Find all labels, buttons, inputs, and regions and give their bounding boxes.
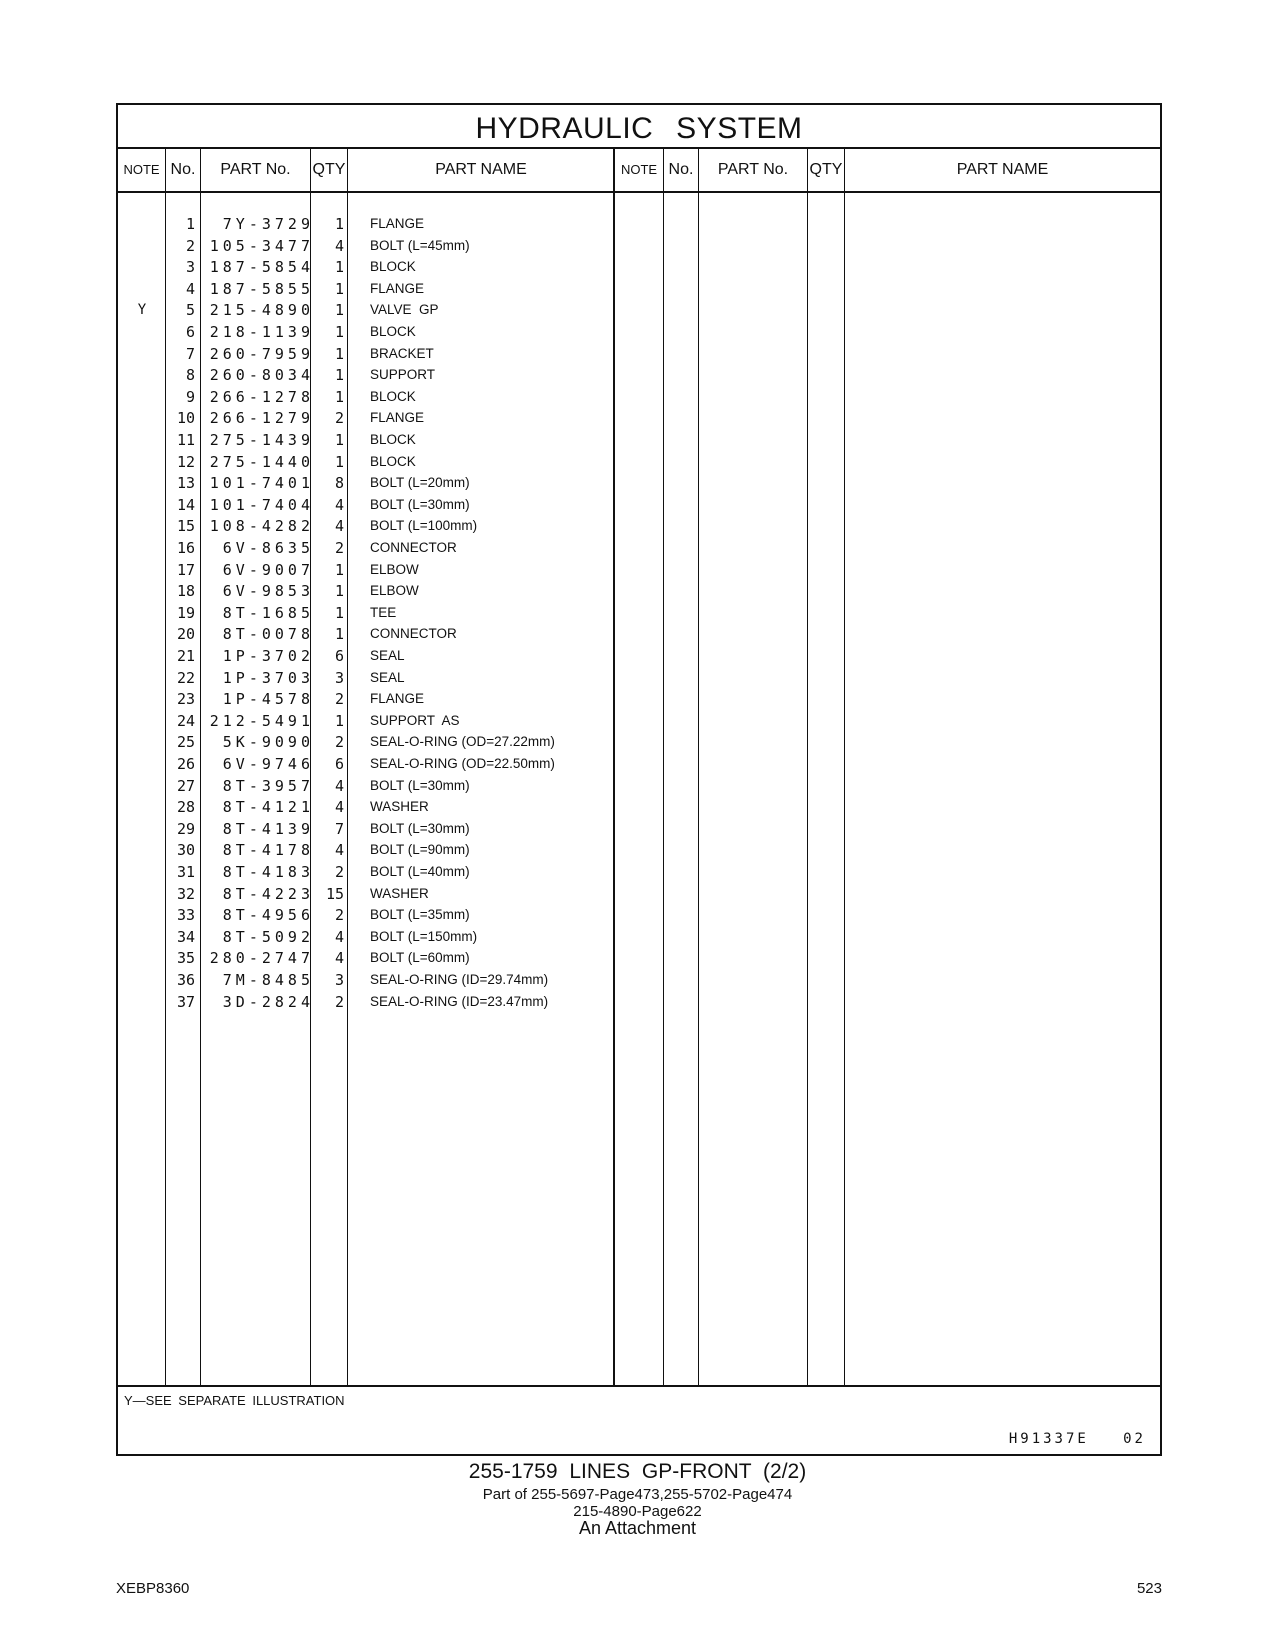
- part-number: 6V-9853: [222, 582, 314, 601]
- quantity: 1: [334, 366, 344, 385]
- part-name: BOLT (L=30mm): [370, 820, 470, 836]
- quantity: 4: [334, 949, 344, 968]
- table-row: [118, 710, 1160, 732]
- item-number: 7: [185, 344, 195, 363]
- parts-table-frame: [116, 103, 1162, 1456]
- document-id: XEBP8360: [116, 1580, 190, 1597]
- table-row: [118, 796, 1160, 818]
- item-number: 13: [176, 474, 195, 493]
- note-cell: [118, 775, 166, 797]
- part-name: BOLT (L=45mm): [370, 237, 470, 253]
- part-name: BOLT (L=35mm): [370, 907, 470, 923]
- table-row: [118, 364, 1160, 386]
- quantity: 2: [334, 539, 344, 557]
- part-name: BLOCK: [370, 259, 416, 275]
- quantity: 2: [334, 992, 344, 1011]
- part-name: BOLT (L=30mm): [370, 496, 470, 512]
- table-row: [118, 515, 1160, 537]
- part-name: SEAL-O-RING (OD=27.22mm): [370, 734, 555, 750]
- item-number: 10: [176, 409, 195, 428]
- table-row: [118, 818, 1160, 840]
- note-cell: [118, 861, 166, 883]
- part-number: 275-1440: [209, 452, 314, 471]
- part-name: ELBOW: [370, 583, 419, 599]
- item-number: 33: [176, 906, 195, 925]
- note-cell: [118, 472, 166, 494]
- item-number: 21: [176, 647, 195, 665]
- item-number: 14: [176, 495, 195, 514]
- quantity: 4: [334, 798, 344, 817]
- quantity: 6: [334, 755, 344, 773]
- part-number: 215-4890: [209, 301, 314, 320]
- table-row: [118, 278, 1160, 300]
- table-header-row: [118, 149, 1160, 193]
- note-cell: [118, 645, 166, 667]
- table-row: [118, 472, 1160, 494]
- note-cell: [118, 710, 166, 732]
- part-number: 218-1139: [209, 323, 314, 341]
- quantity: 3: [334, 971, 344, 989]
- part-name: VALVE GP: [370, 302, 439, 318]
- table-row: [118, 775, 1160, 797]
- quantity: 1: [334, 625, 344, 644]
- table-row: [118, 969, 1160, 991]
- quantity: 1: [334, 323, 344, 341]
- caption-line-3: An Attachment: [578, 1518, 697, 1538]
- note-cell: [118, 407, 166, 429]
- part-name: ELBOW: [370, 561, 419, 577]
- note-cell: [118, 731, 166, 753]
- quantity: 15: [325, 884, 344, 903]
- part-number: 8T-0078: [222, 625, 314, 644]
- table-row: [118, 386, 1160, 408]
- note-cell: [118, 947, 166, 969]
- quantity: 1: [334, 560, 344, 579]
- part-number: 7Y-3729: [222, 215, 314, 233]
- note-cell: [118, 602, 166, 624]
- note-cell: [118, 213, 166, 235]
- page-number: 523: [1136, 1580, 1162, 1597]
- header-part-name-right: PART NAME: [956, 161, 1049, 178]
- note-cell: [118, 278, 166, 300]
- table-row: [118, 861, 1160, 883]
- item-number: 26: [176, 755, 195, 773]
- quantity: 4: [334, 495, 344, 514]
- footnote: Y—SEE SEPARATE ILLUSTRATION: [124, 1393, 345, 1408]
- table-row: [118, 667, 1160, 689]
- note-cell: [118, 256, 166, 278]
- part-name: FLANGE: [370, 280, 425, 296]
- note-cell: [118, 451, 166, 473]
- part-number: 7M-8485: [222, 971, 314, 989]
- table-row: [118, 407, 1160, 429]
- quantity: 1: [334, 387, 344, 406]
- part-number: 260-8034: [209, 366, 314, 385]
- note-cell: [118, 991, 166, 1013]
- note-cell: [118, 667, 166, 689]
- part-name: BOLT (L=100mm): [370, 518, 478, 534]
- table-row: [118, 213, 1160, 235]
- part-number: 8T-5092: [222, 927, 314, 946]
- table-row: [118, 753, 1160, 775]
- table-row: [118, 321, 1160, 343]
- item-number: 24: [176, 711, 195, 730]
- quantity: 8: [334, 474, 344, 493]
- item-number: 11: [176, 431, 195, 449]
- section-title: HYDRAULIC SYSTEM: [118, 105, 1160, 149]
- item-number: 20: [176, 625, 195, 644]
- table-row: [118, 883, 1160, 905]
- part-number: 1P-3702: [222, 647, 314, 665]
- header-qty-right: QTY: [809, 161, 843, 178]
- table-row: [118, 451, 1160, 473]
- note-cell: [118, 580, 166, 602]
- quantity: 7: [334, 819, 344, 838]
- part-number: 8T-3957: [222, 776, 314, 795]
- quantity: 2: [334, 690, 344, 709]
- header-no-left: No.: [170, 161, 196, 178]
- table-row: [118, 926, 1160, 948]
- part-number: 187-5854: [209, 258, 314, 277]
- header-no-right: No.: [668, 161, 694, 178]
- table-row: [118, 623, 1160, 645]
- part-number: 212-5491: [209, 711, 314, 730]
- note-cell: [118, 818, 166, 840]
- part-name: SUPPORT: [370, 367, 436, 383]
- table-row: [118, 991, 1160, 1013]
- note-cell: [118, 623, 166, 645]
- part-name: FLANGE: [370, 410, 425, 426]
- item-number: 8: [185, 366, 195, 385]
- quantity: 2: [334, 409, 344, 428]
- caption-line-1: Part of 255-5697-Page473,255-5702-Page474: [482, 1486, 793, 1503]
- part-number: 3D-2824: [222, 992, 314, 1011]
- note-cell: [118, 321, 166, 343]
- quantity: 4: [334, 841, 344, 860]
- header-note-right: NOTE: [620, 162, 658, 177]
- part-name: WASHER: [370, 885, 429, 901]
- quantity: 1: [334, 452, 344, 471]
- note-cell: [118, 364, 166, 386]
- item-number: 34: [176, 927, 195, 946]
- item-number: 15: [176, 517, 195, 536]
- note-cell: Y: [137, 302, 147, 319]
- item-number: 19: [176, 603, 195, 622]
- note-cell: [118, 796, 166, 818]
- item-number: 16: [176, 539, 195, 557]
- note-cell: [118, 343, 166, 365]
- table-row: [118, 645, 1160, 667]
- part-number: 5K-9090: [222, 733, 314, 752]
- part-name: BOLT (L=40mm): [370, 864, 470, 879]
- part-name: BLOCK: [370, 388, 416, 404]
- item-number: 18: [176, 582, 195, 601]
- item-number: 31: [176, 863, 195, 881]
- table-row: [118, 602, 1160, 624]
- note-cell: [118, 839, 166, 861]
- part-name: WASHER: [370, 799, 429, 815]
- note-cell: [118, 883, 166, 905]
- quantity: 1: [334, 582, 344, 601]
- header-part-name-left: PART NAME: [435, 161, 527, 178]
- note-cell: [118, 537, 166, 559]
- note-cell: [118, 235, 166, 257]
- table-row: [118, 537, 1160, 559]
- part-name: FLANGE: [370, 216, 425, 231]
- note-cell: [118, 429, 166, 451]
- part-number: 266-1278: [209, 387, 314, 406]
- part-number: 101-7404: [209, 495, 314, 514]
- part-number: 8T-4223: [222, 884, 314, 903]
- item-number: 9: [185, 387, 195, 406]
- part-number: 260-7959: [209, 344, 314, 363]
- part-number: 8T-4139: [222, 819, 314, 838]
- item-number: 28: [176, 798, 195, 817]
- quantity: 1: [334, 344, 344, 363]
- table-row: [118, 429, 1160, 451]
- quantity: 2: [334, 906, 344, 925]
- part-name: TEE: [370, 604, 397, 620]
- quantity: 6: [334, 647, 344, 665]
- quantity: 4: [334, 236, 344, 255]
- quantity: 1: [334, 301, 344, 320]
- part-name: BLOCK: [370, 453, 416, 469]
- table-row: [118, 904, 1160, 926]
- quantity: 4: [334, 776, 344, 795]
- header-note-left: NOTE: [123, 162, 160, 177]
- table-row: [118, 559, 1160, 581]
- note-cell: [118, 926, 166, 948]
- table-row: [118, 235, 1160, 257]
- part-number: 101-7401: [209, 474, 314, 493]
- part-number: 280-2747: [209, 949, 314, 968]
- quantity: 1: [334, 711, 344, 730]
- item-number: 30: [176, 841, 195, 860]
- item-number: 36: [176, 971, 195, 989]
- caption-line-2: 215-4890-Page622: [573, 1503, 702, 1520]
- part-number: 6V-9746: [222, 755, 314, 773]
- note-cell: [118, 515, 166, 537]
- item-number: 3: [185, 258, 195, 277]
- part-name: BOLT (L=90mm): [370, 842, 470, 858]
- part-number: 8T-1685: [222, 603, 314, 622]
- part-name: SUPPORT AS: [370, 712, 460, 728]
- item-number: 27: [176, 776, 195, 795]
- part-name: BRACKET: [370, 345, 434, 361]
- quantity: 1: [334, 258, 344, 277]
- quantity: 3: [334, 668, 344, 687]
- note-cell: [118, 386, 166, 408]
- table-row: [118, 580, 1160, 602]
- table-row: [118, 947, 1160, 969]
- part-name: BOLT (L=150mm): [370, 928, 478, 944]
- caption-title: 255-1759 LINES GP-FRONT (2/2): [468, 1460, 807, 1483]
- part-name: SEAL: [370, 648, 405, 663]
- item-number: 1: [185, 215, 195, 233]
- part-number: 1P-4578: [222, 690, 314, 709]
- table-row: [118, 839, 1160, 861]
- note-cell: [118, 753, 166, 775]
- item-number: 32: [176, 884, 195, 903]
- item-number: 23: [176, 690, 195, 709]
- part-number: 266-1279: [209, 409, 314, 428]
- part-name: BOLT (L=20mm): [370, 475, 470, 491]
- part-number: 275-1439: [209, 431, 314, 449]
- part-number: 8T-4178: [222, 841, 314, 860]
- item-number: 6: [185, 323, 195, 341]
- footer-divider: [118, 1385, 1160, 1387]
- part-name: SEAL-O-RING (ID=29.74mm): [370, 972, 549, 987]
- table-row: [118, 688, 1160, 710]
- item-number: 37: [176, 992, 195, 1011]
- note-cell: [118, 904, 166, 926]
- part-number: 105-3477: [209, 236, 314, 255]
- header-qty-left: QTY: [312, 161, 346, 178]
- header-part-no-left: PART No.: [220, 161, 291, 178]
- quantity: 4: [334, 517, 344, 536]
- part-name: BOLT (L=60mm): [370, 950, 470, 966]
- drawing-code: H91337E 02: [1008, 1431, 1146, 1447]
- part-number: 187-5855: [209, 279, 314, 298]
- part-name: SEAL-O-RING (ID=23.47mm): [370, 993, 549, 1009]
- table-row: [118, 299, 1160, 321]
- part-name: SEAL-O-RING (OD=22.50mm): [370, 756, 555, 771]
- part-name: CONNECTOR: [370, 626, 457, 642]
- part-number: 8T-4121: [222, 798, 314, 817]
- part-name: BOLT (L=30mm): [370, 777, 470, 793]
- table-row: [118, 494, 1160, 516]
- item-number: 17: [176, 560, 195, 579]
- part-name: CONNECTOR: [370, 540, 457, 555]
- note-cell: [118, 688, 166, 710]
- quantity: 1: [334, 603, 344, 622]
- header-part-no-right: PART No.: [717, 161, 789, 178]
- part-number: 8T-4183: [222, 863, 314, 881]
- quantity: 1: [334, 431, 344, 449]
- quantity: 2: [334, 863, 344, 881]
- part-name: FLANGE: [370, 691, 425, 707]
- quantity: 1: [334, 279, 344, 298]
- note-cell: [118, 494, 166, 516]
- item-number: 22: [176, 668, 195, 687]
- table-row: [118, 343, 1160, 365]
- note-cell: [118, 969, 166, 991]
- item-number: 25: [176, 733, 195, 752]
- part-number: 6V-9007: [222, 560, 314, 579]
- part-number: 6V-8635: [222, 539, 314, 557]
- quantity: 2: [334, 733, 344, 752]
- part-name: BLOCK: [370, 324, 416, 339]
- part-name: SEAL: [370, 669, 405, 685]
- table-row: [118, 256, 1160, 278]
- part-number: 1P-3703: [222, 668, 314, 687]
- quantity: 1: [334, 215, 344, 233]
- part-number: 8T-4956: [222, 906, 314, 925]
- item-number: 12: [176, 452, 195, 471]
- item-number: 29: [176, 819, 195, 838]
- item-number: 5: [185, 301, 195, 320]
- note-cell: [118, 559, 166, 581]
- item-number: 4: [185, 279, 195, 298]
- quantity: 4: [334, 927, 344, 946]
- table-row: [118, 731, 1160, 753]
- item-number: 35: [176, 949, 195, 968]
- item-number: 2: [185, 236, 195, 255]
- part-number: 108-4282: [209, 517, 314, 536]
- part-name: BLOCK: [370, 432, 416, 447]
